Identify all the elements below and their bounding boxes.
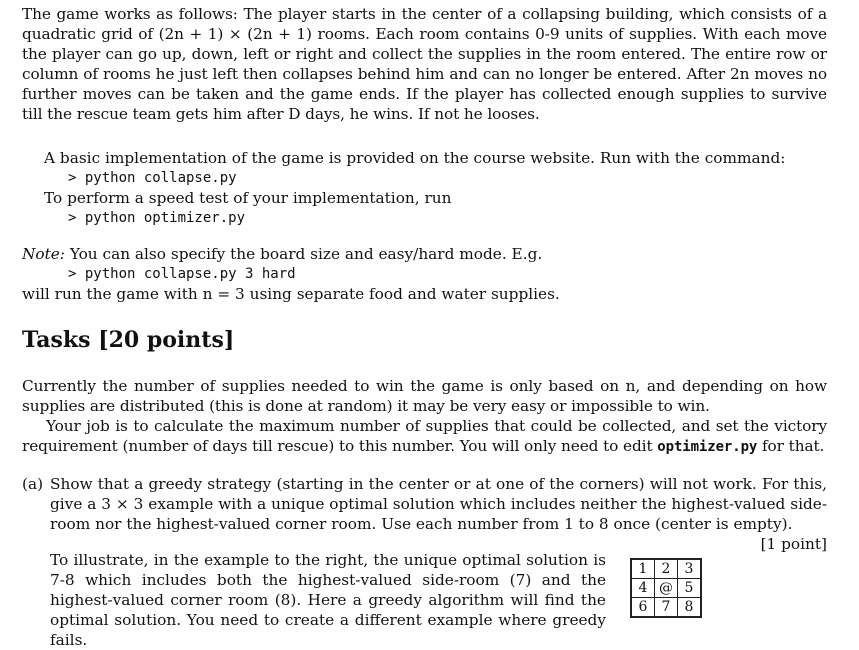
command-collapse-hard: > python collapse.py 3 hard xyxy=(68,266,296,282)
tasks-p2-text: Your job is to calculate the maximum number of supplies that could be collected, and set the victory requirement (number of days till rescue) to this number. You will only need to edit xyxy=(22,417,827,455)
note-after: will run the game with n = 3 using separate food and water supplies. xyxy=(22,285,560,303)
grid-row xyxy=(631,598,701,618)
grid-row xyxy=(631,579,701,598)
grid-cell: @ xyxy=(655,579,678,598)
task-item-a xyxy=(22,474,827,554)
note-text: You can also specify the board size and easy/hard mode. E.g. xyxy=(64,245,543,263)
tasks-p2-end: for that. xyxy=(757,437,825,455)
grid-cell: 3 xyxy=(678,559,702,579)
note-label: Note: xyxy=(22,245,65,263)
note-block xyxy=(22,244,560,304)
item-a-body xyxy=(50,474,827,553)
tasks-heading: Tasks [20 points] xyxy=(22,327,235,353)
grid-cell: 4 xyxy=(631,579,655,598)
grid-cell: 5 xyxy=(678,579,702,598)
note-line xyxy=(22,244,560,264)
basic-implementation-block xyxy=(44,148,785,228)
grid-cell: 1 xyxy=(631,559,655,579)
illustration-paragraph: To illustrate, in the example to the right, the unique optimal solution is 7-8 which includes both the highest-valued side-room (7) and the highest-valued corner room (8). Here a greedy algorithm will find the optimal solution. You need to create a different example where greedy fails. xyxy=(50,551,606,649)
grid-cell: 8 xyxy=(678,598,702,618)
intro-paragraph: The game works as follows: The player starts in the center of a collapsing building, which consists of a quadratic grid of (2n + 1) × (2n + 1) rooms. Each room contains 0-9 units of supplies. With each move the player can go up, down, left or right and collect the supplies in the room entered. The entire row or column of rooms he just left then collapses behind him and can no longer be entered. After 2n moves no further moves can be taken and the game ends. If the player has collected enough supplies to survive till the rescue team gets him after D days, he wins. If not he looses. xyxy=(22,5,827,123)
grid-cell: 2 xyxy=(655,559,678,579)
basic-line-2: To perform a speed test of your implementation, run xyxy=(44,189,452,207)
command-optimizer: > python optimizer.py xyxy=(68,210,246,226)
tasks-p2 xyxy=(22,416,827,457)
item-a-points: [1 point] xyxy=(760,535,827,553)
item-a-text: Show that a greedy strategy (starting in the center or at one of the corners) will not work. For this, give a 3 × 3 example with a unique optimal solution which includes neither the highest-valued side-room nor the highest-valued corner room. Use each number from 1 to 8 once (center is empty). xyxy=(50,475,827,533)
optimizer-filename: optimizer.py xyxy=(657,439,758,455)
item-a-label: (a) xyxy=(22,475,44,493)
basic-line-1: A basic implementation of the game is provided on the course website. Run with the command: xyxy=(44,149,786,167)
grid-row xyxy=(631,559,701,579)
example-grid xyxy=(630,558,702,618)
grid-cell: 6 xyxy=(631,598,655,618)
page xyxy=(22,4,827,649)
grid-cell: 7 xyxy=(655,598,678,618)
tasks-paragraph xyxy=(22,376,827,457)
command-collapse: > python collapse.py xyxy=(68,170,237,186)
tasks-p1: Currently the number of supplies needed to win the game is only based on n, and depending on how supplies are distributed (this is done at random) it may be very easy or impossible to win. xyxy=(22,377,827,415)
